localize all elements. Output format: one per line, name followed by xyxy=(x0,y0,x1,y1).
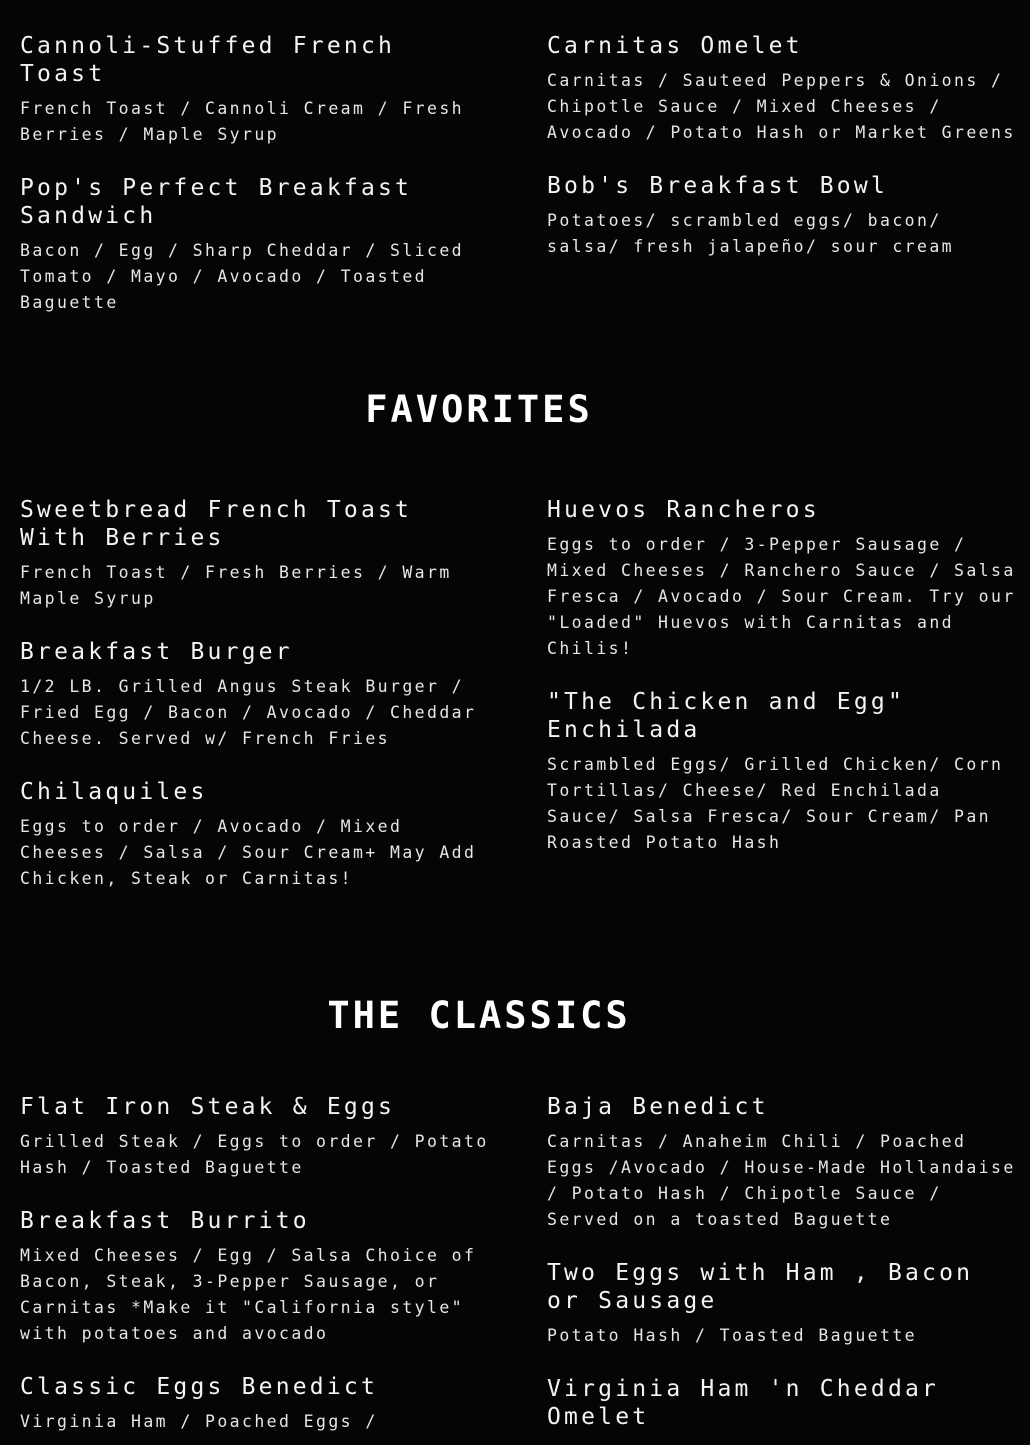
menu-item-description: Virginia Ham / Poached Eggs / xyxy=(20,1412,378,1431)
menu-item-description: French Toast / Cannoli Cream / Fresh Berries / Maple Syrup xyxy=(20,99,465,144)
menu-section-favorites xyxy=(0,496,1030,936)
menu-item-title: Breakfast Burger xyxy=(20,639,293,665)
menu-item-title: Classic Eggs Benedict xyxy=(20,1374,378,1400)
menu-item xyxy=(547,32,1017,146)
menu-item-description: Mixed Cheeses / Egg / Salsa Choice of Bacon, Steak, 3-Pepper Sausage, or Carnitas *Make it "California style" with potatoes and avocado xyxy=(20,1246,477,1343)
menu-item-title: "The Chicken and Egg" Enchilada xyxy=(547,689,905,743)
menu-item xyxy=(20,32,490,148)
menu-item-description: Eggs to order / 3-Pepper Sausage / Mixed Cheeses / Ranchero Sauce / Salsa Fresca / Avocado / Sour Cream. Try our "Loaded" Huevos with Carnitas and Chilis! xyxy=(547,535,1016,658)
menu-item-description: Carnitas / Sauteed Peppers & Onions / Chipotle Sauce / Mixed Cheeses / Avocado / Potato Hash or Market Greens xyxy=(547,71,1016,142)
menu-item xyxy=(547,1259,1017,1349)
menu-item-title: Flat Iron Steak & Eggs xyxy=(20,1094,396,1120)
menu-item xyxy=(547,172,1017,260)
menu-column-right xyxy=(547,496,1017,882)
menu-item xyxy=(20,1093,490,1181)
menu-item-description: 1/2 LB. Grilled Angus Steak Burger / Fried Egg / Bacon / Avocado / Cheddar Cheese. Served w/ French Fries xyxy=(20,677,477,748)
menu-section-top xyxy=(0,32,1030,332)
menu-item-description: Potato Hash / Toasted Baguette xyxy=(547,1326,918,1345)
menu-item xyxy=(547,1375,1017,1431)
section-heading-favorites: FAVORITES xyxy=(365,388,593,431)
menu-column-left xyxy=(20,32,490,342)
menu-item xyxy=(547,688,1017,856)
menu-item-title: Baja Benedict xyxy=(547,1094,769,1120)
menu-item-title: Bob's Breakfast Bowl xyxy=(547,173,888,199)
menu-item xyxy=(547,1093,1017,1233)
section-heading-classics: THE CLASSICS xyxy=(327,994,631,1037)
menu-item-description: French Toast / Fresh Berries / Warm Maple Syrup xyxy=(20,563,452,608)
menu-item-title: Two Eggs with Ham , Bacon or Sausage xyxy=(547,1260,974,1314)
menu-item-description: Scrambled Eggs/ Grilled Chicken/ Corn Tortillas/ Cheese/ Red Enchilada Sauce/ Salsa Fresca/ Sour Cream/ Pan Roasted Potato Hash xyxy=(547,755,1004,852)
menu-item xyxy=(20,1207,490,1347)
menu-item-title: Breakfast Burrito xyxy=(20,1208,310,1234)
menu-item xyxy=(20,778,490,892)
menu-item-description: Carnitas / Anaheim Chili / Poached Eggs /Avocado / House-Made Hollandaise / Potato Hash / Chipotle Sauce / Served on a toasted Baguette xyxy=(547,1132,1016,1229)
menu-item-title: Pop's Perfect Breakfast Sandwich xyxy=(20,175,413,229)
menu-item-title: Chilaquiles xyxy=(20,779,208,805)
menu-item xyxy=(20,1373,490,1435)
menu-column-right xyxy=(547,1093,1017,1445)
menu-item-description: Eggs to order / Avocado / Mixed Cheeses / Salsa / Sour Cream+ May Add Chicken, Steak or Carnitas! xyxy=(20,817,477,888)
menu-item-title: Sweetbread French Toast With Berries xyxy=(20,497,413,551)
menu-item-description: Grilled Steak / Eggs to order / Potato Hash / Toasted Baguette xyxy=(20,1132,489,1177)
menu-item-title: Carnitas Omelet xyxy=(547,33,803,59)
menu-item-title: Cannoli-Stuffed French Toast xyxy=(20,33,396,87)
menu-column-left xyxy=(20,1093,490,1445)
menu-item-title: Virginia Ham 'n Cheddar Omelet xyxy=(547,1376,940,1430)
menu-column-right xyxy=(547,32,1017,286)
menu-item-description: Potatoes/ scrambled eggs/ bacon/ salsa/ fresh jalapeño/ sour cream xyxy=(547,211,955,256)
menu-column-left xyxy=(20,496,490,918)
menu-item-title: Huevos Rancheros xyxy=(547,497,820,523)
menu-item-description: Bacon / Egg / Sharp Cheddar / Sliced Tomato / Mayo / Avocado / Toasted Baguette xyxy=(20,241,465,312)
menu-item xyxy=(20,496,490,612)
menu-item xyxy=(547,496,1017,662)
menu-item xyxy=(20,174,490,316)
menu-item xyxy=(20,638,490,752)
menu-section-classics xyxy=(0,1093,1030,1445)
